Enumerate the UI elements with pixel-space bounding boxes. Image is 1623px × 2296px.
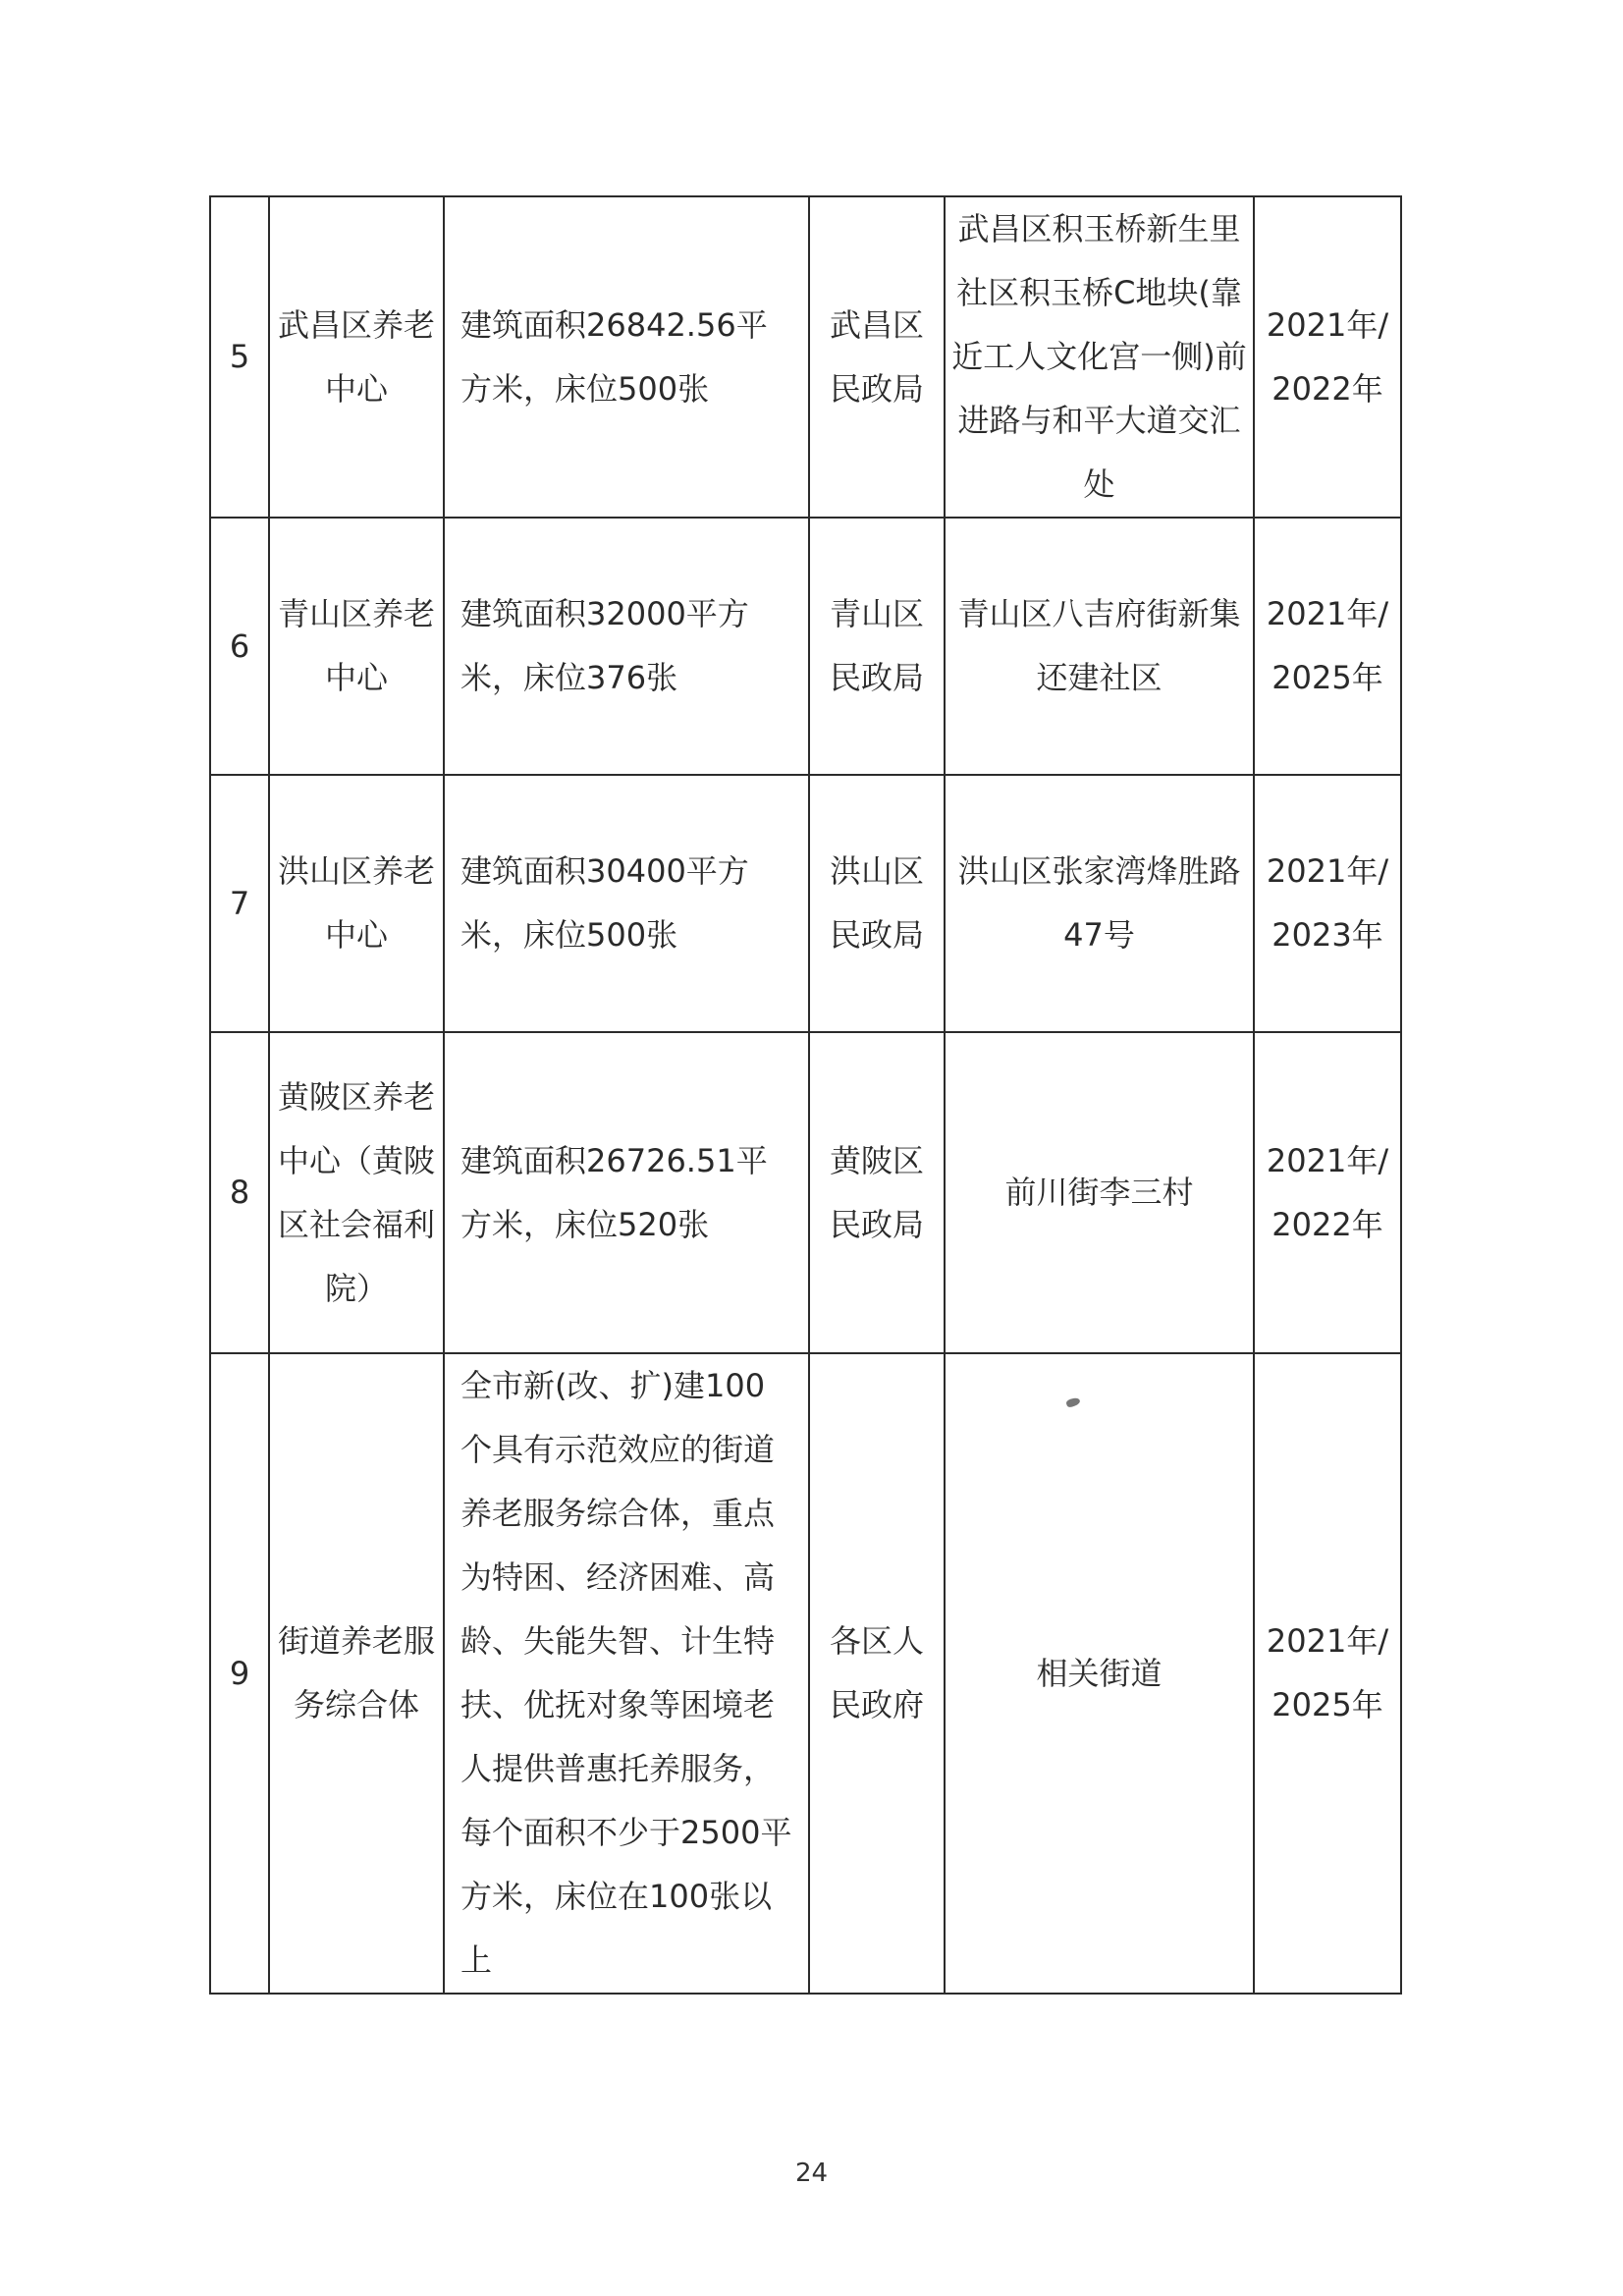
row-number: 9 (210, 1353, 269, 1994)
project-name: 武昌区养老中心 (269, 196, 444, 518)
project-name: 黄陂区养老中心（黄陂区社会福利院） (269, 1032, 444, 1353)
project-location: 青山区八吉府街新集还建社区 (945, 518, 1254, 775)
project-location: 前川街李三村 (945, 1032, 1254, 1353)
project-description: 建筑面积30400平方米，床位500张 (444, 775, 809, 1032)
row-number: 7 (210, 775, 269, 1032)
responsible-agency: 青山区民政局 (809, 518, 945, 775)
table-row (210, 518, 1401, 775)
construction-period: 2021年/2025年 (1254, 1353, 1401, 1994)
row-number: 6 (210, 518, 269, 775)
responsible-agency: 武昌区民政局 (809, 196, 945, 518)
project-location: 相关街道 (945, 1353, 1254, 1994)
project-name: 洪山区养老中心 (269, 775, 444, 1032)
construction-period: 2021年/2022年 (1254, 196, 1401, 518)
project-description: 建筑面积26726.51平方米，床位520张 (444, 1032, 809, 1353)
row-number: 8 (210, 1032, 269, 1353)
table-row (210, 775, 1401, 1032)
responsible-agency: 各区人民政府 (809, 1353, 945, 1994)
responsible-agency: 洪山区民政局 (809, 775, 945, 1032)
table-row (210, 1353, 1401, 1994)
project-location: 武昌区积玉桥新生里社区积玉桥C地块(靠近工人文化宫一侧)前进路与和平大道交汇处 (945, 196, 1254, 518)
project-name: 街道养老服务综合体 (269, 1353, 444, 1994)
construction-period: 2021年/2023年 (1254, 775, 1401, 1032)
page-number: 24 (794, 2159, 829, 2188)
construction-period: 2021年/2022年 (1254, 1032, 1401, 1353)
project-table (209, 195, 1402, 1995)
project-location: 洪山区张家湾烽胜路47号 (945, 775, 1254, 1032)
row-number: 5 (210, 196, 269, 518)
table-row (210, 1032, 1401, 1353)
project-description: 建筑面积26842.56平方米，床位500张 (444, 196, 809, 518)
construction-period: 2021年/2025年 (1254, 518, 1401, 775)
responsible-agency: 黄陂区民政局 (809, 1032, 945, 1353)
table-row (210, 196, 1401, 518)
project-name: 青山区养老中心 (269, 518, 444, 775)
project-description: 建筑面积32000平方米，床位376张 (444, 518, 809, 775)
project-description: 全市新(改、扩)建100个具有示范效应的街道养老服务综合体，重点为特困、经济困难、高龄、失能失智、计生特扶、优抚对象等困境老人提供普惠托养服务，每个面积不少于2500平方米，床位在100张以上 (444, 1353, 809, 1994)
